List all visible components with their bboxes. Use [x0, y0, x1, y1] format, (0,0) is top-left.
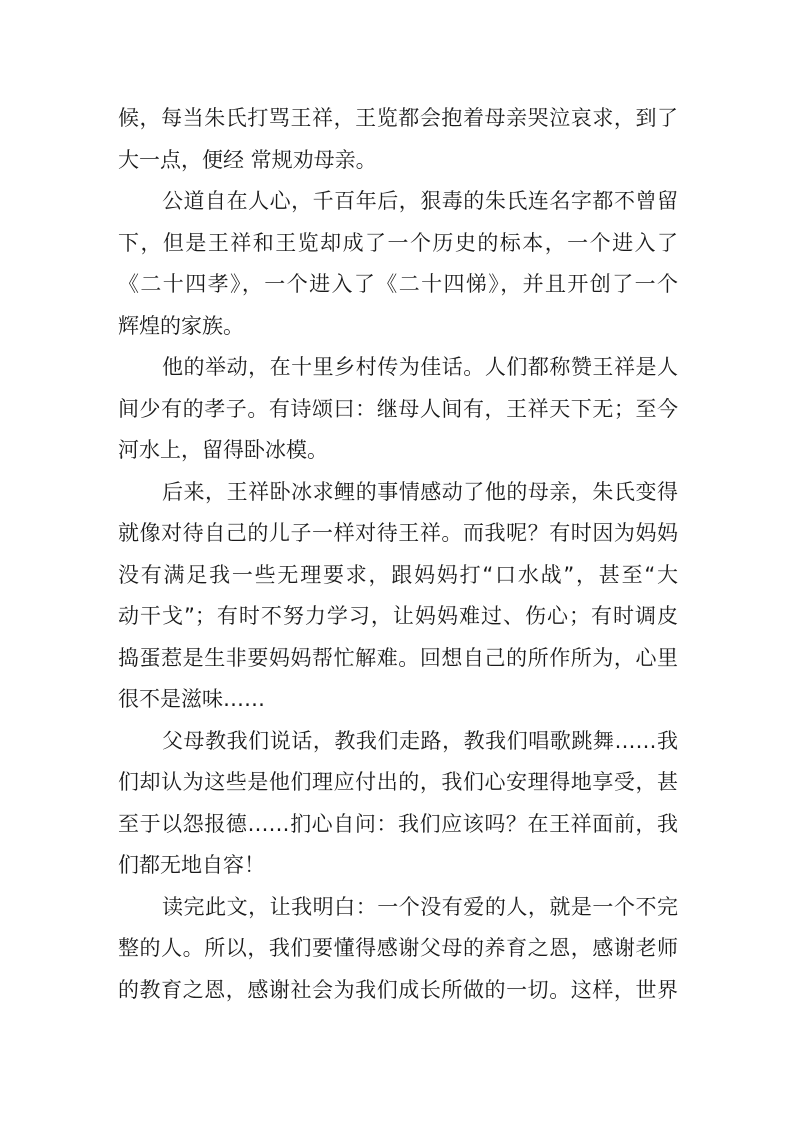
paragraph-3-line-3: 河水上，留得卧冰模。: [118, 438, 328, 462]
paragraph-5-line-2: 们却认为这些是他们理应付出的，我们心安理得地享受，甚: [118, 770, 678, 794]
paragraph-4-line-2: 就像对待自己的儿子一样对待王祥。而我呢？有时因为妈妈: [118, 521, 678, 545]
paragraph-2-line-2: 下，但是王祥和王览却成了一个历史的标本，一个进入了: [118, 230, 678, 255]
paragraph-4-line-3: 没有满足我一些无理要求，跟妈妈打“口水战”，甚至“大: [118, 562, 678, 587]
paragraph-4-line-4: 动干戈”；有时不努力学习，让妈妈难过、伤心；有时调皮: [118, 604, 678, 628]
paragraph-3-line-2: 间少有的孝子。有诗颂曰：继母人间有，王祥天下无；至今: [118, 396, 678, 421]
paragraph-4-line-1: 后来，王祥卧冰求鲤的事情感动了他的母亲，朱氏变得: [162, 479, 678, 504]
paragraph-4-line-5: 捣蛋惹是生非要妈妈帮忙解难。回想自己的所作所为，心里: [118, 645, 678, 670]
paragraph-5-line-4: 们都无地自容！: [118, 853, 265, 877]
paragraph-1-line-1: 候，每当朱氏打骂王祥，王览都会抱着母亲哭泣哀求，到了: [118, 106, 678, 130]
paragraph-6-line-1: 读完此文，让我明白：一个没有爱的人，就是一个不完: [162, 894, 678, 919]
paragraph-3-line-1: 他的举动，在十里乡村传为佳话。人们都称赞王祥是人: [162, 355, 678, 379]
paragraph-6-line-3: 的教育之恩，感谢社会为我们成长所做的一切。这样，世界: [118, 977, 678, 1002]
paragraph-1-line-2: 大一点，便经 常规劝母亲。: [118, 147, 377, 172]
paragraph-5-line-3: 至于以怨报德……扪心自问：我们应该吗？在王祥面前，我: [118, 811, 678, 836]
paragraph-5-line-1: 父母教我们说话，教我们走路，教我们唱歌跳舞……我: [162, 728, 678, 753]
paragraph-6-line-2: 整的人。所以，我们要懂得感谢父母的养育之恩，感谢老师: [118, 936, 678, 960]
paragraph-2-line-1: 公道自在人心，千百年后，狠毒的朱氏连名字都不曾留: [162, 189, 678, 213]
paragraph-4-line-6: 很不是滋味……: [118, 687, 265, 711]
document-body: [118, 98, 678, 1011]
paragraph-2-line-3: 《二十四孝》，一个进入了《二十四悌》，并且开创了一个: [118, 272, 678, 296]
paragraph-2-line-4: 辉煌的家族。: [118, 313, 244, 338]
